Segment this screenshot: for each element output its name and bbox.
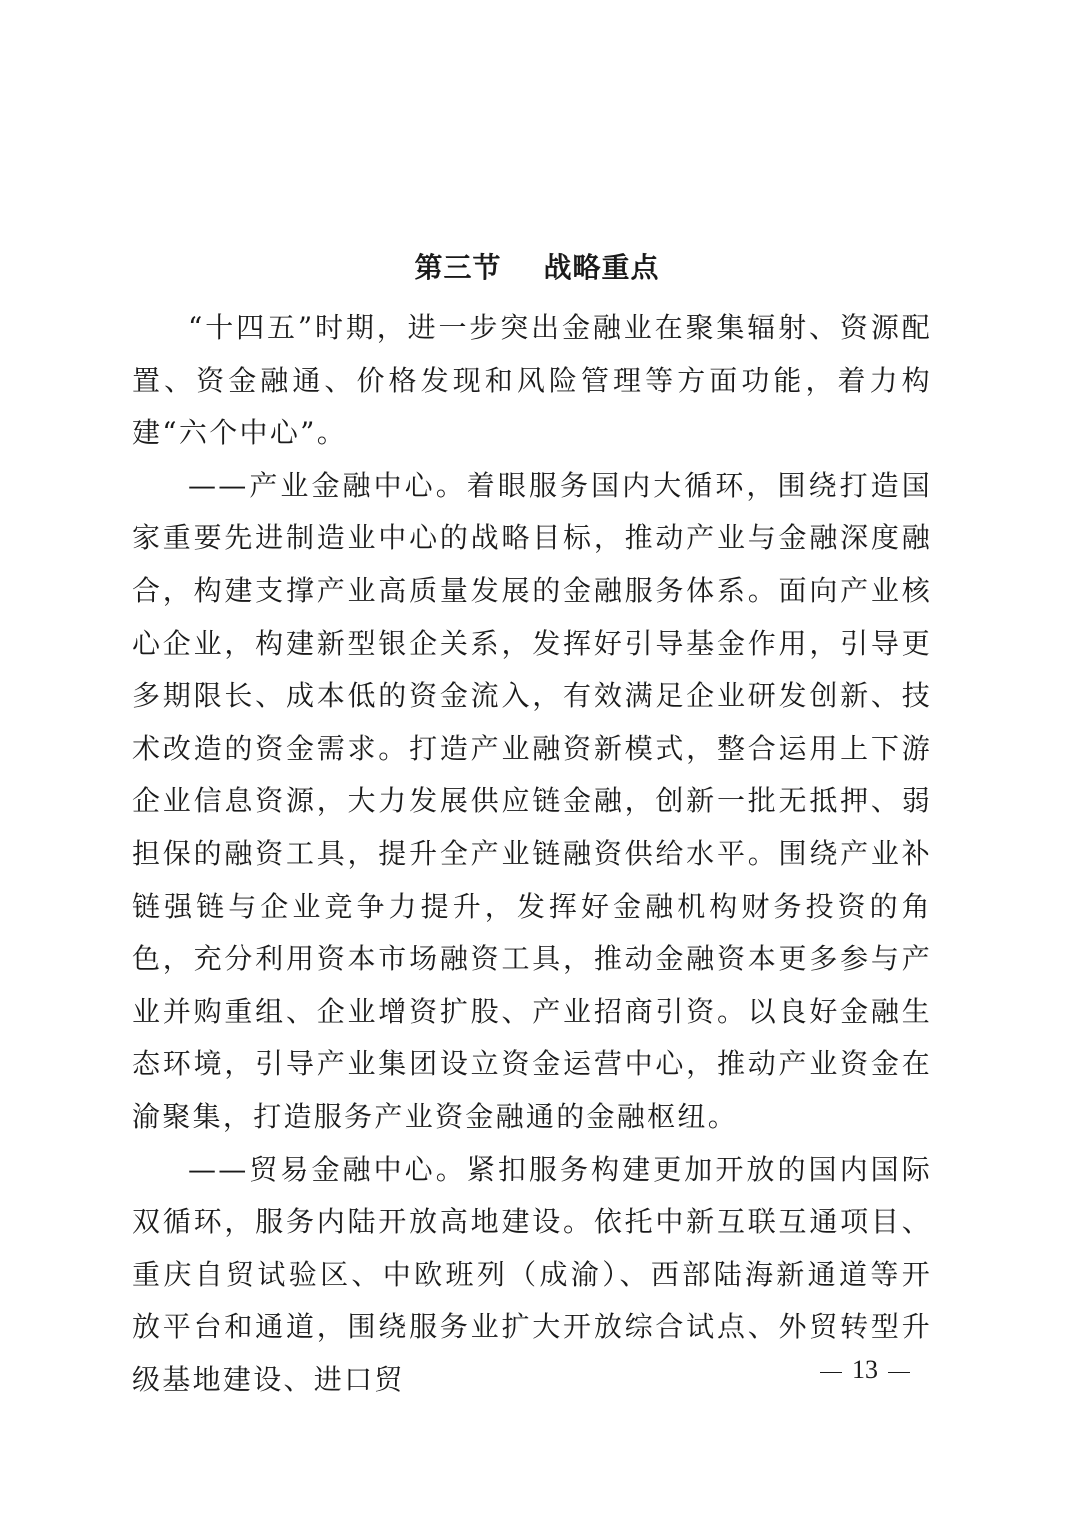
paragraph-industrial-finance-center: ——产业金融中心。着眼服务国内大循环，围绕打造国家重要先进制造业中心的战略目标，推动产业与金融深度融合，构建支撑产业高质量发展的金融服务体系。面向产业核心企业，构建新型银企关系，发挥好引导基金作用，引导更多期限长、成本低的资金流入，有效满足企业研发创新、技术改造的资金需求。打造产业融资新模式，整合运用上下游企业信息资源，大力发展供应链金融，创新一批无抵押、弱担保的融资工具，提升全产业链融资供给水平。围绕产业补链强链与企业竞争力提升，发挥好金融机构财务投资的角色，充分利用资本市场融资工具，推动金融资本更多参与产业并购重组、企业增资扩股、产业招商引资。以良好金融生态环境，引导产业集团设立资金运营中心，推动产业资金在渝聚集，打造服务产业资金融通的金融枢纽。: [132, 468, 932, 1133]
body-text: [132, 302, 932, 1406]
page-number: [790, 1350, 940, 1390]
section-heading: 战略重点: [543, 251, 660, 284]
page-number-left-dash: [820, 1372, 842, 1373]
page-number-right-dash: [888, 1372, 910, 1373]
page-number-value: 13: [852, 1355, 878, 1384]
paragraph-trade-finance-center: ——贸易金融中心。紧扣服务构建更加开放的国内国际双循环，服务内陆开放高地建设。依托中新互联互通项目、重庆自贸试验区、中欧班列（成渝）、西部陆海新通道等开放平台和通道，围绕服务业扩大开放综合试点、外贸转型升级基地建设、进口贸: [132, 1152, 932, 1396]
section-title: [0, 248, 1074, 288]
section-number: 第三节: [414, 251, 502, 284]
paragraph-intro: “十四五”时期，进一步突出金融业在聚集辐射、资源配置、资金融通、价格发现和风险管理等方面功能，着力构建“六个中心”。: [132, 311, 932, 450]
